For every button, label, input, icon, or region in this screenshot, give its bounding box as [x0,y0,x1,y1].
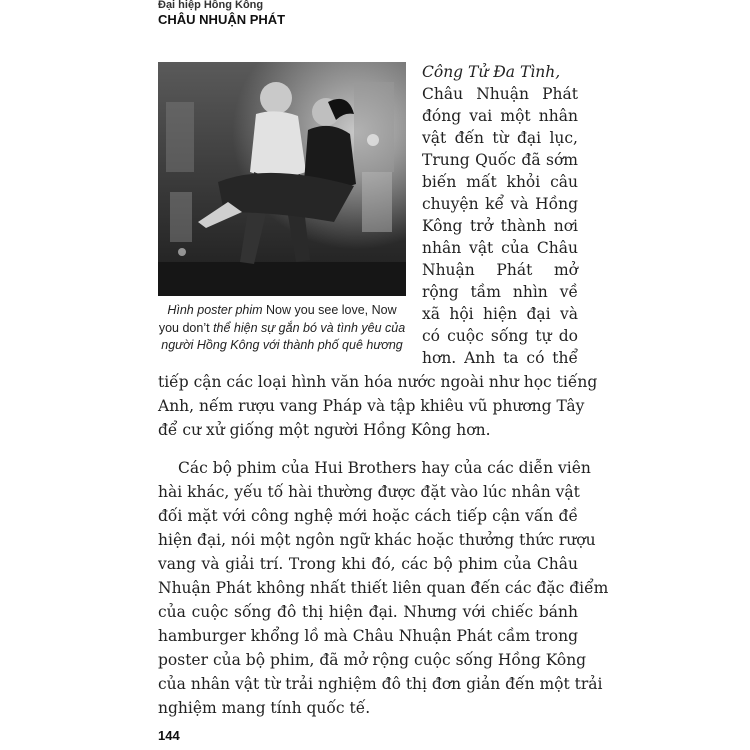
text-line: Trung Quốc đã sớm [422,151,578,169]
page-number: 144 [158,728,180,743]
caption-description: thể hiện sự gắn bó và tình yêu của người Hồng Kông với thành phố quê hương [161,320,406,352]
book-series-title: Đại hiệp Hồng Kông [158,0,264,11]
text-line: để cư xử giống một người Hồng Kông hơn. [158,421,491,439]
text-line: Kông trở thành nơi [422,217,578,235]
text-line: hamburger khổng lồ mà Châu Nhuận Phát cầm trong [158,627,578,645]
text-line: Anh, nếm rượu vang Pháp và tập khiêu vũ phương Tây [158,397,585,415]
text-line: đóng vai một nhân [422,107,578,125]
text-line: biến mất khỏi câu [422,173,578,191]
text-line: Châu Nhuận Phát [422,85,578,103]
film-poster-photo [158,62,406,296]
text-line: của nhân vật từ trải nghiệm đô thị đơn giản đến một trải [158,675,603,693]
text-line: nhân vật của Châu [422,239,578,257]
text-line: vang và giải trí. Trong khi đó, các bộ phim của Châu [158,555,578,573]
photo-caption [158,302,406,355]
text-line: hiện đại, nói một ngôn ngữ khác hoặc thưởng thức rượu [158,531,596,549]
text-line: hài khác, yếu tố hài thường được đặt vào lúc nhân vật [158,483,580,501]
text-line: nghiệm mang tính quốc tế. [158,699,371,717]
text-line: chuyện kể và Hồng [422,195,578,213]
text-line: xã hội hiện đại và [422,305,578,323]
text-line: đối mặt với công nghệ mới hoặc cách tiếp cận vấn đề [158,507,578,525]
running-header [158,0,285,27]
text-line: của cuộc sống đô thị hiện đại. Nhưng với chiếc bánh [158,603,578,621]
text-line: Nhuận Phát mở [422,261,578,279]
text-line: Công Tử Đa Tình, [422,63,561,81]
caption-prefix: Hình poster phim [167,303,263,317]
text-line: tiếp cận các loại hình văn hóa nước ngoài như học tiếng [158,373,598,391]
text-line: vật đến từ đại lục, [422,129,578,147]
text-line: hơn. Anh ta có thể [422,349,578,367]
text-line: có cuộc sống tự do [422,327,578,345]
text-line: Các bộ phim của Hui Brothers hay của các diễn viên [178,459,591,477]
book-subject-title: CHÂU NHUẬN PHÁT [158,12,286,27]
text-line: poster của bộ phim, đã mở rộng cuộc sống Hồng Kông [158,651,587,669]
text-line: rộng tầm nhìn về [422,283,578,301]
text-line: Nhuận Phát không nhất thiết liên quan đến các đặc điểm [158,579,609,597]
caption-film-title: Now you see love, Now you don’t [158,303,397,335]
